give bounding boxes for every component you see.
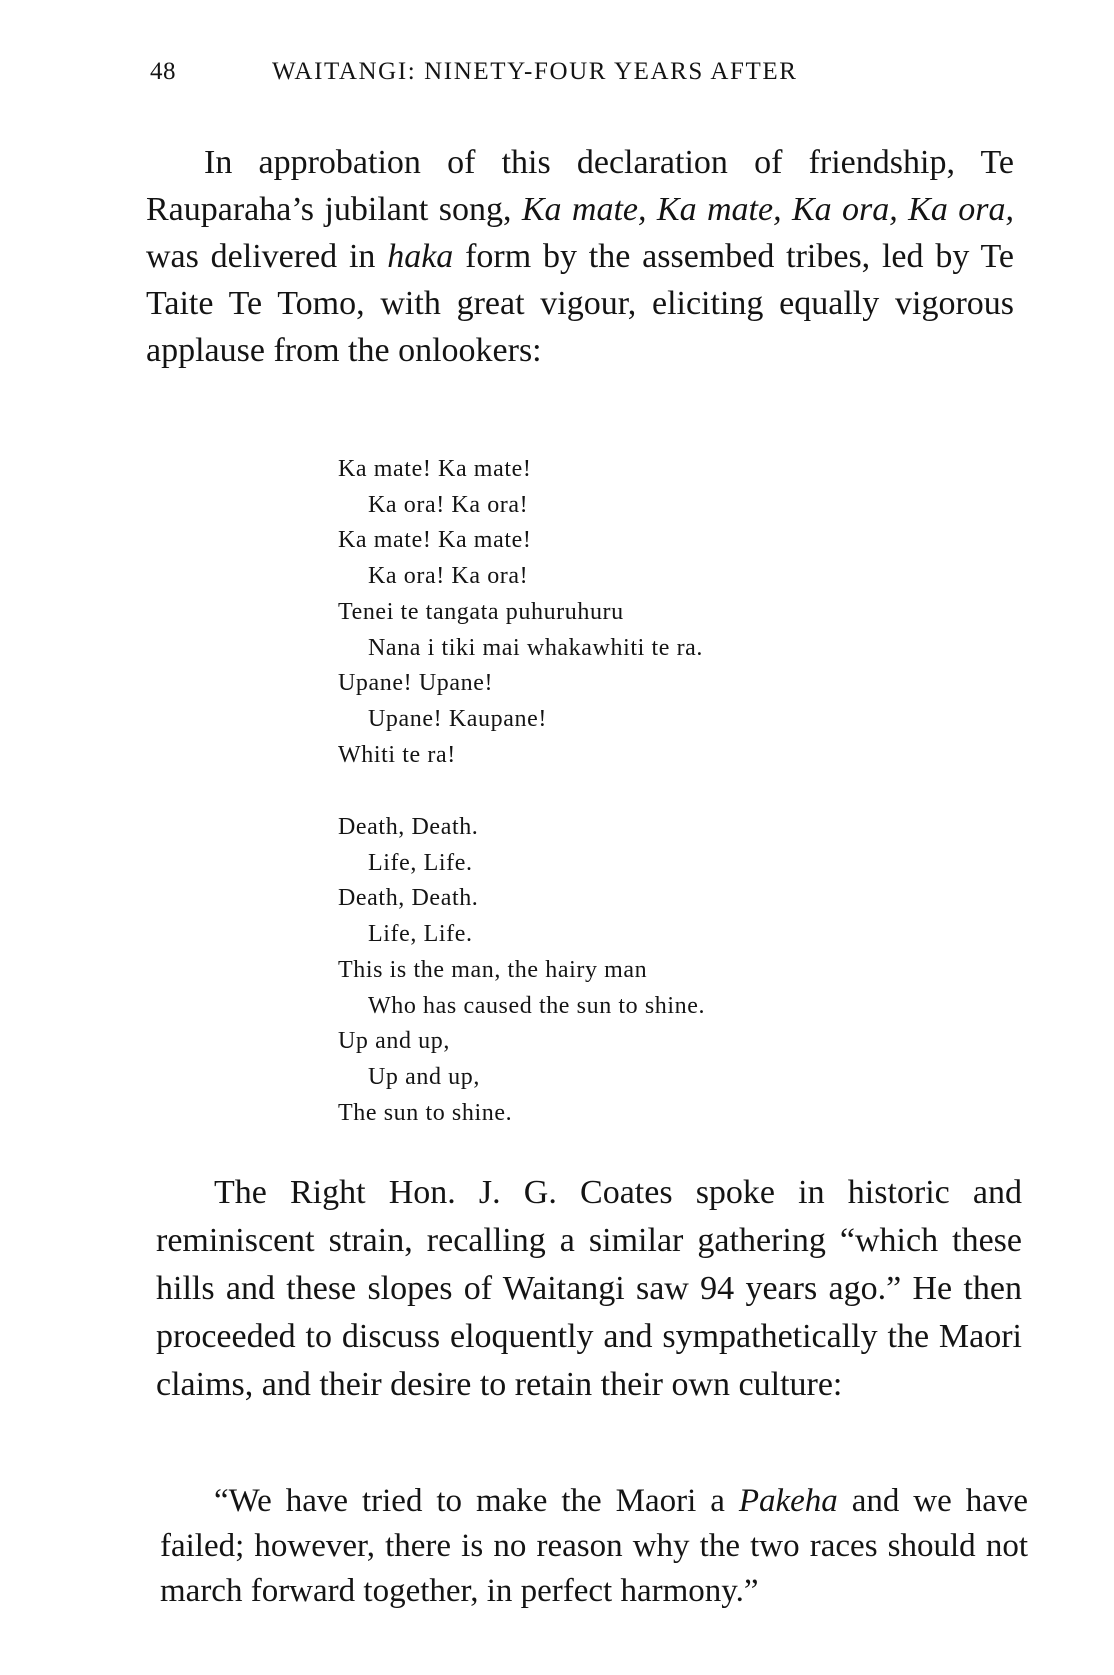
pakeha-italic: Pakeha — [738, 1483, 838, 1519]
poem-line: Nana i tiki mai whakawhiti te ra. — [368, 634, 704, 661]
running-head — [150, 58, 910, 98]
poem-english-translation — [338, 810, 938, 1131]
poem-line: Up and up, — [338, 1028, 450, 1055]
poem-maori — [338, 452, 938, 773]
paragraph-coates-speech: The Right Hon. J. G. Coates spoke in historic and reminiscent strain, recalling a similar gathering “which these hills and these slopes of Waitangi saw 94 years ago.” He then proceeded to discuss eloquently and sympathetically the Maori claims, and their desire to retain their own culture: — [156, 1174, 1022, 1403]
poem-line: Death, Death. — [338, 814, 479, 840]
quote-text: “We have tried to make the Maori a — [214, 1483, 739, 1519]
poem-line: Tenei te tangata puhuruhuru — [338, 598, 624, 625]
poem-line: Life, Life. — [368, 921, 473, 948]
haka-italic: haka — [387, 238, 454, 275]
poem-line: Whiti te ra! — [338, 741, 456, 768]
paragraph-text: In approbation of this declaration of friendship, Te Rauparaha’s jubilant song, — [146, 144, 1014, 228]
page-number: 48 — [150, 58, 176, 85]
block-quote — [160, 1479, 1028, 1614]
running-title: WAITANGI: NINETY-FOUR YEARS AFTER — [272, 58, 798, 85]
quote-text: and we have failed; however, there is no reason why the two races should not march forward together, in perfect harmony.” — [160, 1483, 1028, 1609]
poem-line: Ka ora! Ka ora! — [368, 491, 529, 518]
poem-line: Ka ora! Ka ora! — [368, 563, 529, 590]
poem-line: This is the man, the hairy man — [338, 956, 648, 983]
poem-line: The sun to shine. — [338, 1099, 513, 1126]
paragraph-haka-intro — [146, 139, 1014, 374]
poem-line: Up and up, — [368, 1063, 480, 1090]
poem-line: Who has caused the sun to shine. — [368, 992, 706, 1019]
poem-line: Death, Death. — [338, 885, 479, 912]
song-title-italic: Ka mate, Ka mate, Ka ora, Ka ora, — [521, 191, 1014, 228]
poem-line: Ka mate! Ka mate! — [338, 527, 532, 554]
poem-line: Upane! Kaupane! — [368, 705, 547, 732]
paragraph-text: form by the assembed tribes, led by Te Taite Te Tomo, with great vigour, eliciting equally vigorous applause from the onlookers: — [146, 238, 1014, 369]
poem-line: Life, Life. — [368, 849, 473, 876]
poem-line: Upane! Upane! — [338, 670, 494, 697]
poem-line: Ka mate! Ka mate! — [338, 456, 532, 482]
paragraph-text: was delivered in — [146, 238, 388, 275]
